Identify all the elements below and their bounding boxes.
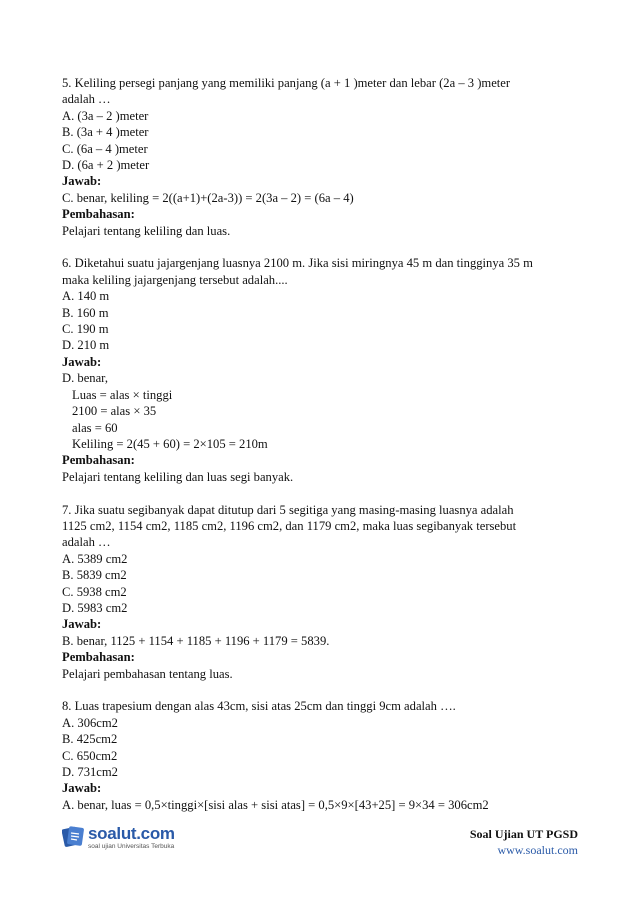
option-a: A. 5389 cm2 (62, 551, 128, 566)
question-text: 6. Diketahui suatu jajargenjang luasnya 2100 m. Jika sisi miringnya 45 m dan tingginya 35 m (62, 256, 533, 271)
jawab-label: Jawab: (62, 354, 102, 369)
option-d: D. 5983 cm2 (62, 600, 128, 615)
option-c: C. 650cm2 (62, 748, 118, 763)
pembahasan-label: Pembahasan: (62, 650, 135, 665)
logo-text: soalut.com (88, 824, 175, 843)
soalut-logo[interactable] (62, 824, 212, 854)
footer-info (470, 826, 578, 858)
document-body (62, 75, 582, 813)
question-text: 1125 cm2, 1154 cm2, 1185 cm2, 1196 cm2, dan 1179 cm2, maka luas segibanyak tersebut (62, 518, 517, 533)
jawab-step: 2100 = alas × 35 (72, 404, 157, 419)
question-text: 8. Luas trapesium dengan alas 43cm, sisi atas 25cm dan tinggi 9cm adalah …. (62, 699, 456, 714)
question-text: maka keliling jajargenjang tersebut adalah.... (62, 272, 288, 287)
jawab-text: C. benar, keliling = 2((a+1)+(2a-3)) = 2(3a – 2) = (6a – 4) (62, 190, 354, 205)
option-b: B. 160 m (62, 305, 109, 320)
jawab-step: Luas = alas × tinggi (72, 387, 173, 402)
jawab-text: B. benar, 1125 + 1154 + 1185 + 1196 + 1179 = 5839. (62, 633, 330, 648)
question-text: adalah … (62, 535, 111, 550)
jawab-step: alas = 60 (72, 420, 118, 435)
option-d: D. (6a + 2 )meter (62, 158, 150, 173)
option-c: C. (6a – 4 )meter (62, 141, 148, 156)
option-c: C. 5938 cm2 (62, 584, 127, 599)
option-d: D. 731cm2 (62, 765, 118, 780)
pembahasan-text: Pelajari pembahasan tentang luas. (62, 666, 233, 681)
jawab-text: A. benar, luas = 0,5×tinggi×[sisi alas + sisi atas] = 0,5×9×[43+25] = 9×34 = 306cm2 (62, 797, 489, 812)
logo-subtitle: soal ujian Universitas Terbuka (88, 843, 175, 850)
question-8 (62, 698, 582, 813)
option-c: C. 190 m (62, 322, 109, 337)
question-7 (62, 502, 582, 682)
pembahasan-label: Pembahasan: (62, 207, 135, 222)
pembahasan-text: Pelajari tentang keliling dan luas segi banyak. (62, 469, 294, 484)
pembahasan-label: Pembahasan: (62, 453, 135, 468)
option-b: B. (3a + 4 )meter (62, 125, 149, 140)
option-a: A. (3a – 2 )meter (62, 108, 149, 123)
jawab-label: Jawab: (62, 174, 102, 189)
option-b: B. 425cm2 (62, 732, 118, 747)
question-text: 7. Jika suatu segibanyak dapat ditutup dari 5 segitiga yang masing-masing luasnya adalah (62, 502, 514, 517)
question-6 (62, 255, 582, 485)
question-text: adalah … (62, 92, 111, 107)
question-text: 5. Keliling persegi panjang yang memiliki panjang (a + 1 )meter dan lebar (2a – 3 )meter (62, 76, 511, 90)
footer-url-link[interactable]: www.soalut.com (497, 843, 578, 857)
question-5 (62, 75, 582, 239)
option-a: A. 306cm2 (62, 715, 118, 730)
option-a: A. 140 m (62, 289, 110, 304)
option-d: D. 210 m (62, 338, 110, 353)
pembahasan-text: Pelajari tentang keliling dan luas. (62, 223, 231, 238)
footer-title: Soal Ujian UT PGSD (469, 827, 578, 841)
jawab-label: Jawab: (62, 617, 102, 632)
jawab-step: Keliling = 2(45 + 60) = 2×105 = 210m (72, 436, 268, 451)
option-b: B. 5839 cm2 (62, 568, 127, 583)
jawab-label: Jawab: (62, 781, 102, 796)
jawab-text: D. benar, (62, 371, 109, 386)
book-logo-icon (62, 824, 86, 850)
